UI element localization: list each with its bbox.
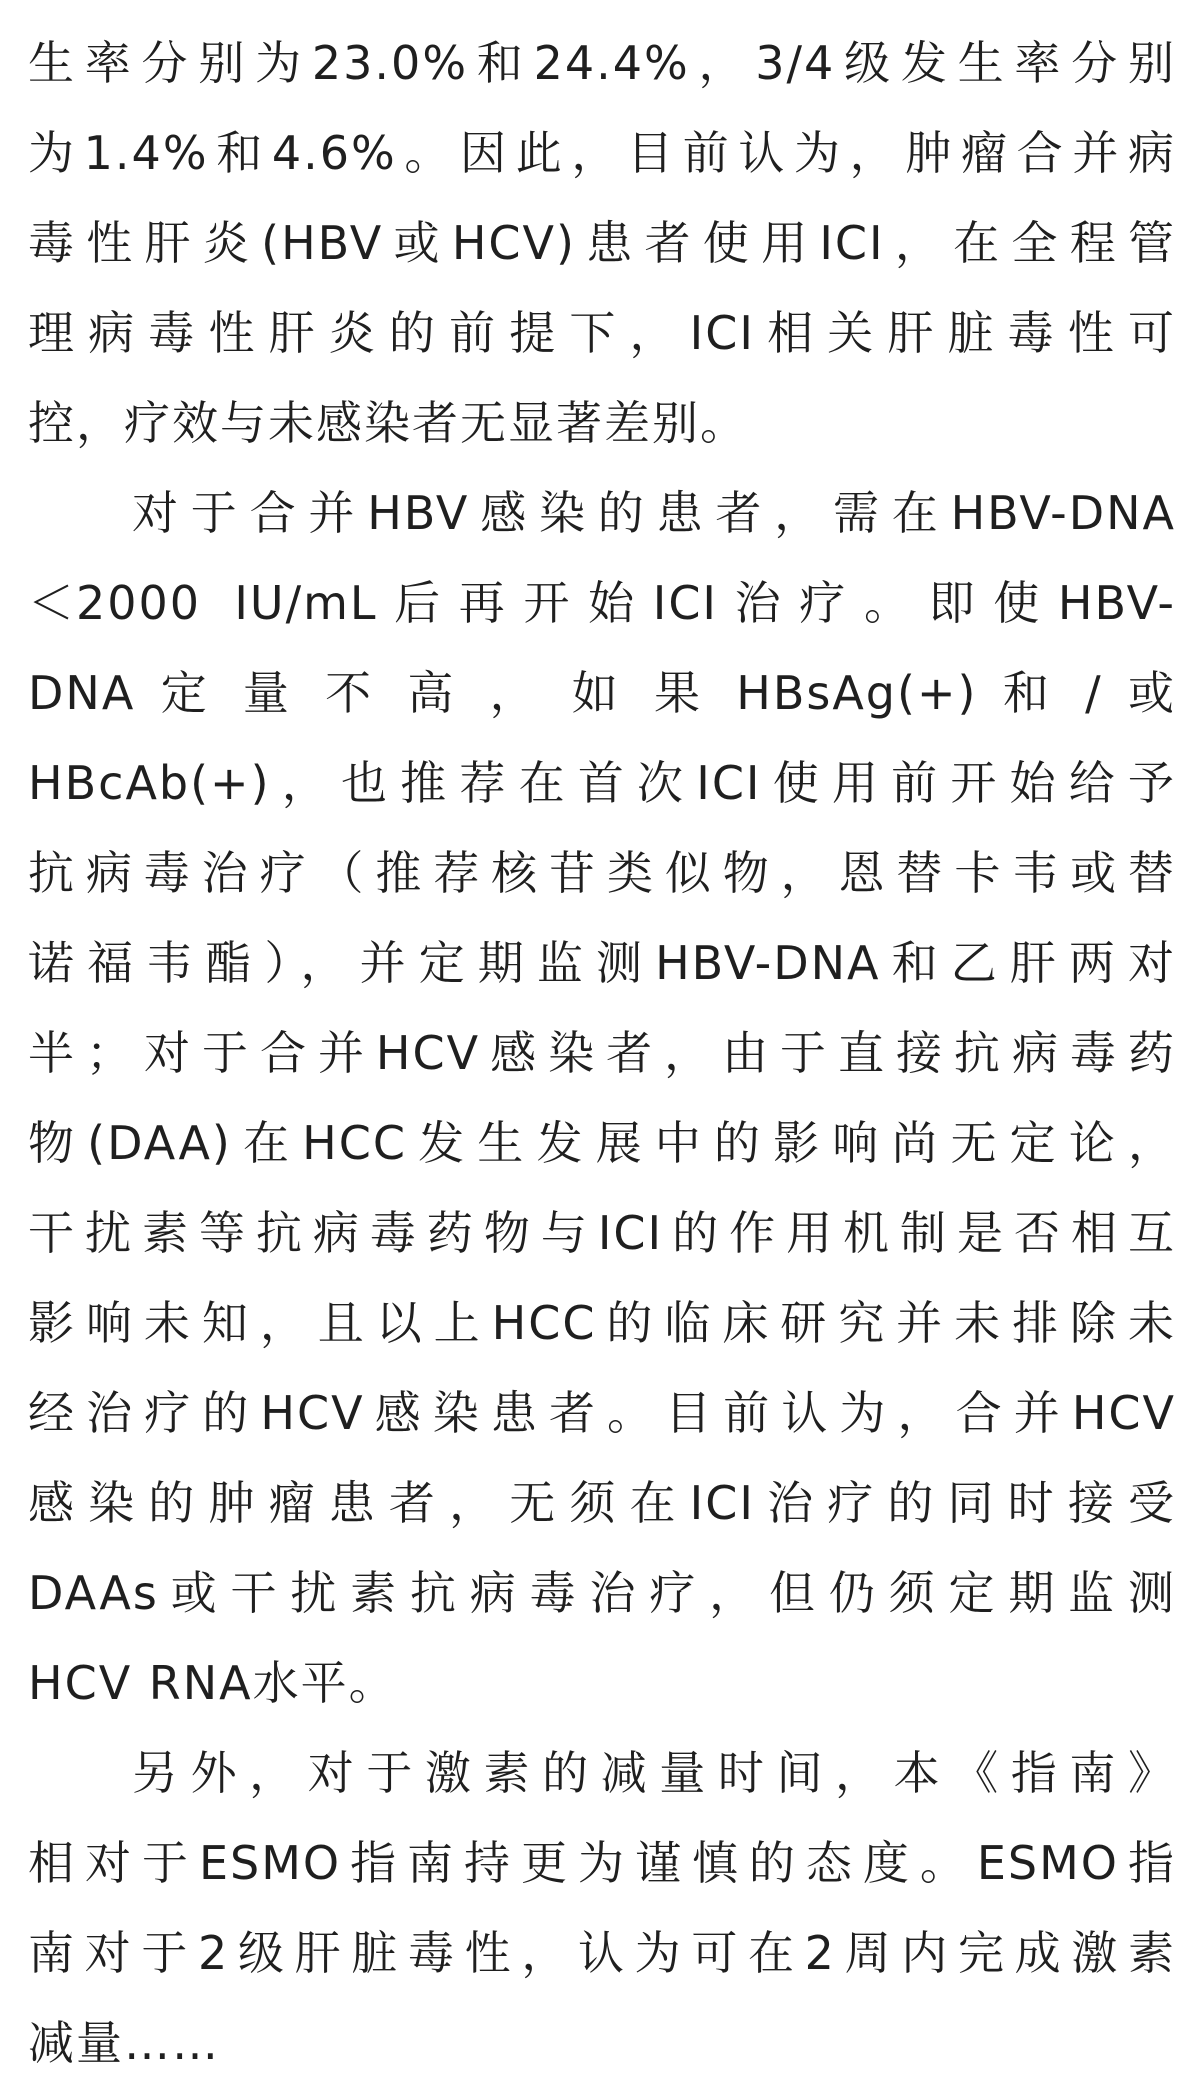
text-line: 生率分别为23.0%和24.4%，3/4级发生率分别 bbox=[28, 36, 1176, 90]
text-line: 南对于2级肝脏毒性，认为可在2周内完成激素 bbox=[28, 1926, 1176, 1980]
text-line: 控，疗效与未感染者无显著差别。 bbox=[28, 396, 748, 450]
text-line: HBcAb(+)，也推荐在首次ICI使用前开始给予 bbox=[28, 756, 1176, 810]
text-line: 抗病毒治疗（推荐核苷类似物，恩替卡韦或替 bbox=[28, 846, 1176, 900]
text-line: 物(DAA)在HCC发生发展中的影响尚无定论， bbox=[28, 1116, 1176, 1170]
text-line: DAAs或干扰素抗病毒治疗，但仍须定期监测 bbox=[28, 1566, 1176, 1620]
paragraph-first-line: 另外，对于激素的减量时间，本《指南》 bbox=[132, 1746, 1176, 1800]
text-line: HCV RNA水平。 bbox=[28, 1656, 397, 1710]
text-line: ＜2000 IU/mL后再开始ICI治疗。即使HBV- bbox=[28, 576, 1176, 630]
text-line: 理病毒性肝炎的前提下，ICI相关肝脏毒性可 bbox=[28, 306, 1176, 360]
text-line: 感染的肿瘤患者，无须在ICI治疗的同时接受 bbox=[28, 1476, 1176, 1530]
text-line: 为1.4%和4.6%。因此，目前认为，肿瘤合并病 bbox=[28, 126, 1176, 180]
text-line: 干扰素等抗病毒药物与ICI的作用机制是否相互 bbox=[28, 1206, 1176, 1260]
text-line-partial: 减量…… bbox=[28, 2016, 220, 2070]
text-line: 半；对于合并HCV感染者，由于直接抗病毒药 bbox=[28, 1026, 1176, 1080]
text-line: 诺福韦酯），并定期监测HBV-DNA和乙肝两对 bbox=[28, 936, 1176, 990]
paragraph-first-line: 对于合并HBV感染的患者，需在HBV-DNA bbox=[132, 486, 1176, 540]
text-line: 相对于ESMO指南持更为谨慎的态度。ESMO指 bbox=[28, 1836, 1176, 1890]
article-body bbox=[28, 0, 1176, 2070]
text-line: 经治疗的HCV感染患者。目前认为，合并HCV bbox=[28, 1386, 1176, 1440]
text-line: 影响未知，且以上HCC的临床研究并未排除未 bbox=[28, 1296, 1176, 1350]
text-line: DNA 定 量 不 高 ， 如 果 HBsAg(+) 和 / 或 bbox=[28, 666, 1176, 720]
text-line: 毒性肝炎(HBV或HCV)患者使用ICI，在全程管 bbox=[28, 216, 1176, 270]
